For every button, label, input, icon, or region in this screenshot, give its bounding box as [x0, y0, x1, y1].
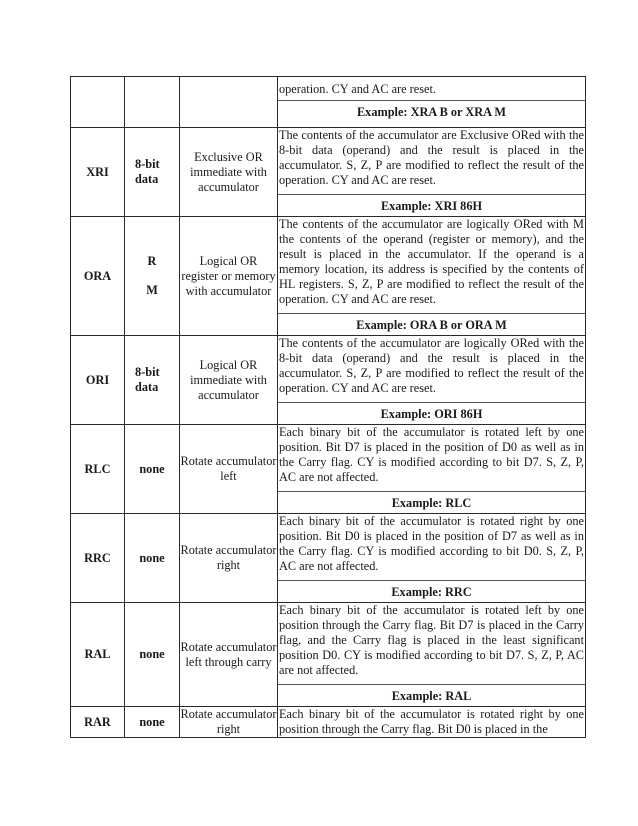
details-text: Each binary bit of the accumulator is rotated right by one position through the Carry flag. Bit D0 is placed in the: [279, 707, 584, 736]
description-cell: Rotate accumulator left through carry: [180, 603, 278, 707]
operand-cell: [125, 336, 180, 425]
operand-text: 8-bit data: [135, 157, 160, 186]
table-row-rrc: [71, 514, 586, 603]
details-cell: [278, 77, 586, 128]
description-cell: Logical OR immediate with accumulator: [180, 336, 278, 425]
operand-memory: M: [146, 283, 158, 297]
table-row-rar: [71, 707, 586, 738]
example-text: Example: ORA B or ORA M: [356, 318, 507, 332]
operand-cell: [125, 128, 180, 217]
example-text: Example: XRI 86H: [380, 199, 483, 213]
table-row-ori: [71, 336, 586, 425]
example-text: Example: XRA B or XRA M: [356, 105, 507, 119]
mnemonic-cell: [71, 77, 125, 128]
details-cell: [278, 707, 586, 738]
details-text: The contents of the accumulator are logically ORed with the 8-bit data (operand) and the result is placed in the accumulator. S, Z, P are modified to reflect the result of the operation. CY and AC are reset.: [278, 336, 585, 403]
operand-cell: none: [125, 425, 180, 514]
example-text: Example: RLC: [391, 496, 472, 510]
table-row-xri: [71, 128, 586, 217]
instruction-table: [70, 76, 586, 738]
description-cell: Exclusive OR immediate with accumulator: [180, 128, 278, 217]
table-row-xra-continued: [71, 77, 586, 128]
details-cell: [278, 336, 586, 425]
mnemonic-cell: ORI: [71, 336, 125, 425]
mnemonic-cell: RAL: [71, 603, 125, 707]
details-cell: [278, 128, 586, 217]
details-text: Each binary bit of the accumulator is rotated right by one position. Bit D0 is placed in the position of D7 as well as in the Carry flag. CY is modified according to bit D0. S, Z, P, AC are not affected.: [278, 514, 585, 581]
operand-cell: none: [125, 603, 180, 707]
details-text: Each binary bit of the accumulator is rotated left by one position. Bit D7 is placed in the position of D0 as well as in the Carry flag. CY is modified according to bit D7. S, Z, P, AC are not affected.: [278, 425, 585, 492]
operand-register: R: [147, 254, 157, 268]
description-cell: Logical OR register or memory with accumulator: [180, 217, 278, 336]
details-text: The contents of the accumulator are Exclusive ORed with the 8-bit data (operand) and the result is placed in the accumulator. S, Z, P are modified to reflect the result of the operation. CY and AC are reset.: [278, 128, 585, 195]
details-cell: [278, 217, 586, 336]
operand-text: 8-bit data: [135, 365, 160, 394]
details-text: Each binary bit of the accumulator is rotated left by one position through the Carry flag. Bit D7 is placed in the Carry flag, and the Carry flag is placed in the least significant position D0. CY is modified according to bit D7. S, Z, P, AC are not affected.: [278, 603, 585, 685]
description-cell: Rotate accumulator right: [180, 707, 277, 736]
example-text: Example: ORI 86H: [380, 407, 483, 421]
example-text: Example: RRC: [391, 585, 472, 599]
details-cell: [278, 425, 586, 514]
details-cell: [278, 603, 586, 707]
table-row-ora: [71, 217, 586, 336]
mnemonic-cell: ORA: [71, 217, 125, 336]
details-cell: [278, 514, 586, 603]
details-text: operation. CY and AC are reset.: [278, 82, 585, 101]
table-row-rlc: [71, 425, 586, 514]
details-text: The contents of the accumulator are logically ORed with M the contents of the operand (register or memory), and the result is placed in the accumulator. If the operand is a memory location, its address is specified by the contents of HL registers. S, Z, P are modified to reflect the result of the operation. CY and AC are reset.: [278, 217, 585, 314]
mnemonic-cell: RLC: [71, 425, 125, 514]
description-cell: Rotate accumulator right: [180, 514, 278, 603]
description-cell: Rotate accumulator left: [180, 425, 278, 514]
operand-cell: none: [125, 514, 180, 603]
mnemonic-cell: RRC: [71, 514, 125, 603]
mnemonic-cell: RAR: [71, 707, 125, 738]
operand-cell: [125, 77, 180, 128]
description-cell: [180, 77, 278, 128]
example-text: Example: RAL: [391, 689, 472, 703]
mnemonic-cell: XRI: [71, 128, 125, 217]
table-row-ral: [71, 603, 586, 707]
operand-cell: none: [125, 707, 180, 738]
operand-cell: [125, 217, 180, 336]
